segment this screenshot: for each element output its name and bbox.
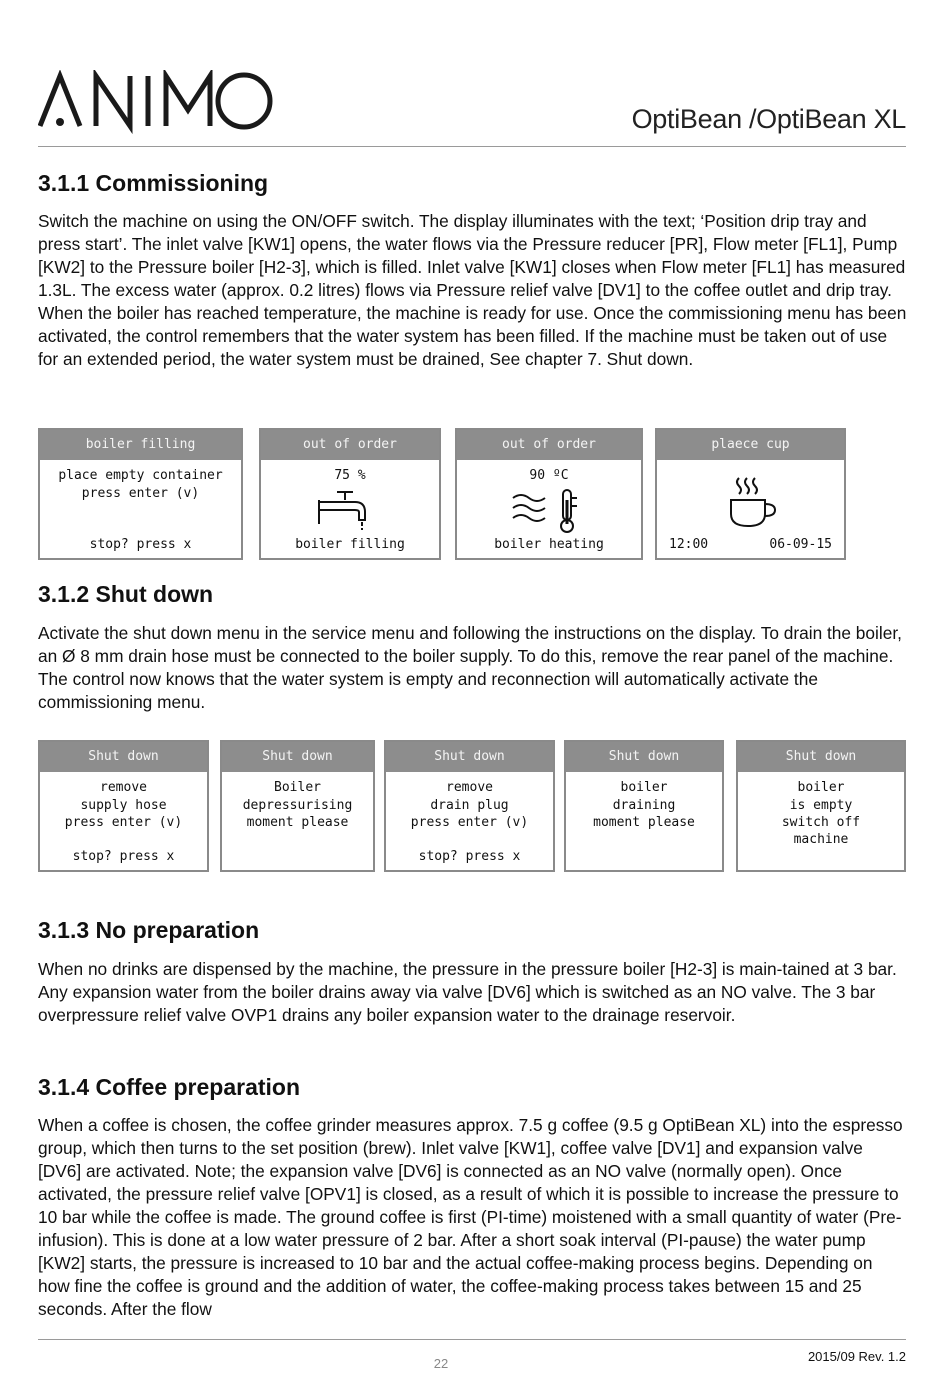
header-rule [38,146,906,147]
display-line: machine [793,832,849,847]
display-line: press enter (v) [410,815,529,830]
display-line: remove [100,780,147,795]
product-name: OptiBean /OptiBean XL [631,104,906,134]
section-text-no-preparation: When no drinks are dispensed by the machine, the pressure in the pressure boiler [H2-3] is main-tained at 3 bar. Any expansion water from the boiler drains away via valve [DV6] which is switched as an NO valve. The 3 bar overpressure relief valve OVP1 drains any boiler expansion water to the drainage reservoir. [38,959,897,1025]
section-title-shut-down: 3.1.2 Shut down [38,581,214,607]
display-line: moment please [593,815,695,830]
display-header: Shut down [386,742,553,772]
thermometer-icon [509,486,589,534]
display-line: draining [612,798,676,813]
cup-icon [725,474,781,530]
display-line: stop? press x [72,849,175,864]
display-shut-down-remove-plug [384,740,555,872]
display-value: 75 % [334,468,366,483]
display-out-of-order-filling [259,428,441,560]
tap-icon [315,486,375,532]
display-header: out of order [261,430,439,460]
display-line: place empty container [58,468,223,483]
section-text-commissioning: Switch the machine on using the ON/OFF switch. The display illuminates with the text; ‘Position drip tray and press start’. The inlet valve [KW1] opens, the water flows via the Pressure reducer [PR], Flow meter [FL1], Pump [KW2] to the Pressure boiler [H2-3], which is filled. Inlet valve [KW1] closes when Flow meter [FL1] has measured 1.3L. The excess water (approx. 0.2 litres) flows via Pressure relief valve [DV1] to the coffee outlet and drip tray. When the boiler has reached temperature, the machine is ready for use. Once the commissioning menu has been activated, the control remembers that the water system has been filled. If the machine must be taken out of use for an extended period, the water system must be drained, See chapter 7. Shut down. [38,211,907,369]
display-line: boiler heating [494,537,604,552]
display-line: remove [446,780,493,795]
display-value: 90 ºC [529,468,569,483]
display-header: Shut down [40,742,207,772]
display-header: out of order [457,430,641,460]
display-place-cup [655,428,846,560]
display-line: Boiler [274,780,321,795]
section-title-commissioning: 3.1.1 Commissioning [38,170,269,196]
display-line: stop? press x [418,849,521,864]
display-header: boiler filling [40,430,241,460]
display-date: 06-09-15 [769,537,832,552]
display-line: boiler filling [295,537,405,552]
animo-logo [38,70,273,134]
section-text-coffee-preparation: When a coffee is chosen, the coffee grinder measures approx. 7.5 g coffee (9.5 g OptiBean XL) into the espresso group, which then turns to the set position (brew). Inlet valve [KW1], coffee valve [DV1] and expansion valve [DV6] are activated. Note; the expansion valve [DV6] is connected as an NO valve (normally open). Once activated, the pressure relief valve [OPV1] is closed, as a result of which it is possible to increase the pressure to 10 bar while the coffee is made. The ground coffee is first (PI-time) moistened with a small quantity of water (Pre-infusion). This is done at a low water pressure of 2 bar. After a short soak interval (PI-pause) the water pump [KW2] starts, the pressure is increased to 10 bar and the actual coffee-making process begins. Depending on how fine the coffee is ground and the addition of water, the coffee-making process takes between 15 and 25 seconds. After the flow [38,1115,903,1319]
display-line: moment please [246,815,349,830]
display-shut-down-empty [736,740,906,872]
page-number: 22 [433,1356,449,1371]
display-shut-down-depressurising [220,740,375,872]
display-header: plaece cup [657,430,844,460]
display-header: Shut down [738,742,904,772]
display-line: switch off [781,815,861,830]
display-header: Shut down [566,742,722,772]
display-line: is empty [789,798,853,813]
display-line: press enter (v) [64,815,183,830]
display-line: stop? press x [89,537,192,552]
revision-label: 2015/09 Rev. 1.2 [807,1349,906,1364]
display-time: 12:00 [669,537,709,552]
display-line: supply hose [80,798,167,813]
display-shut-down-draining [564,740,724,872]
display-out-of-order-heating [455,428,643,560]
display-line: boiler [620,780,668,795]
display-shut-down-remove-hose [38,740,209,872]
footer-rule [38,1339,906,1340]
display-line: depressurising [242,798,353,813]
section-title-no-preparation: 3.1.3 No preparation [38,917,260,943]
display-line: boiler [797,780,845,795]
display-line: drain plug [430,798,509,813]
display-header: Shut down [222,742,373,772]
section-title-coffee-preparation: 3.1.4 Coffee preparation [38,1074,301,1100]
section-text-shut-down: Activate the shut down menu in the service menu and following the instructions on the display. To drain the boiler, an Ø 8 mm drain hose must be connected to the boiler supply. To do this, remove the rear panel of the machine. The control now knows that the water system is empty and reconnection will automatically activate the commissioning menu. [38,623,902,712]
display-boiler-filling [38,428,243,560]
display-line: press enter (v) [81,486,200,501]
